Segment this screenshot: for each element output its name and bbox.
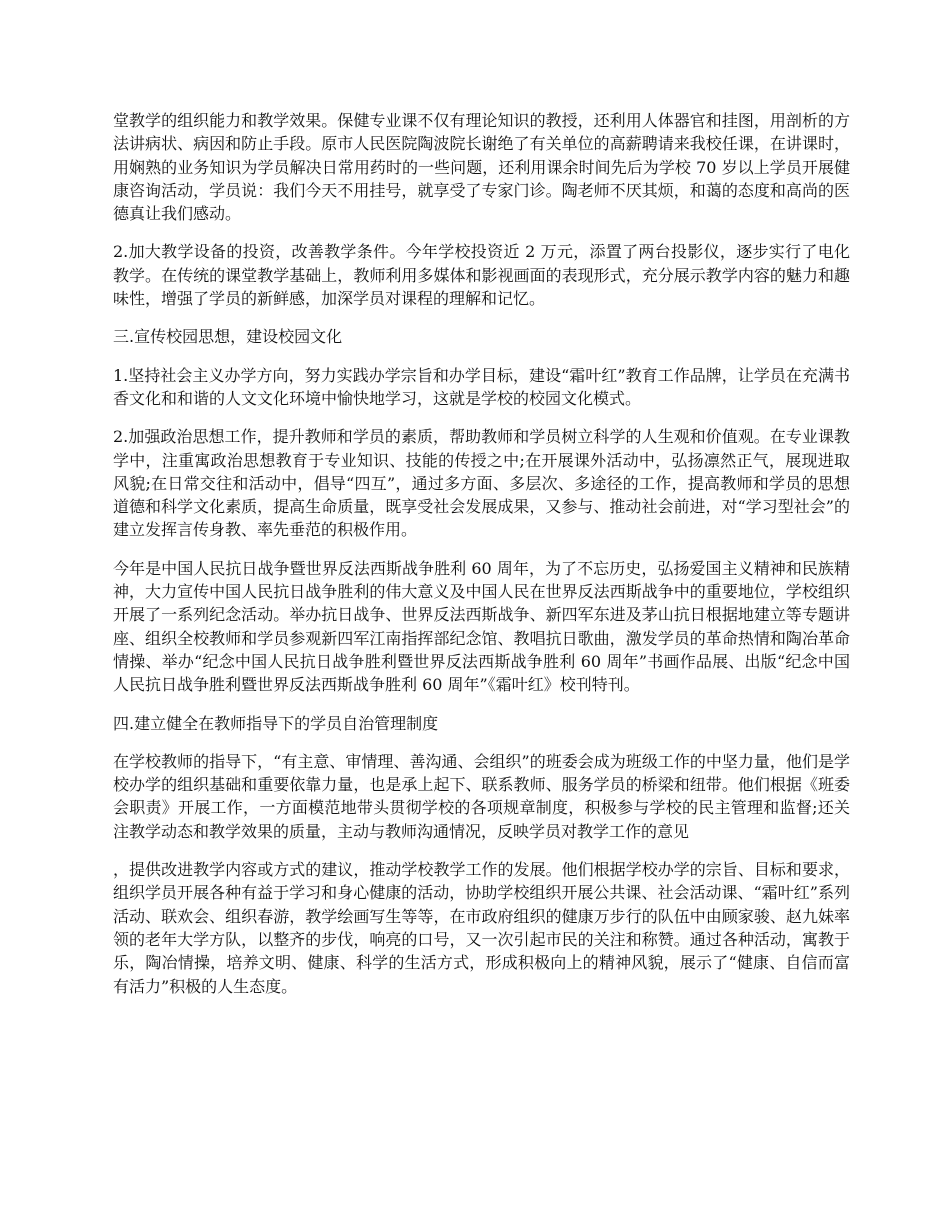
section-heading-self-management: 四.建立健全在教师指导下的学员自治管理制度	[113, 713, 439, 733]
paragraph-anniversary-activities: 今年是中国人民抗日战争暨世界反法西斯战争胜利 60 周年，为了不忘历史，弘扬爱国主义精神和民族精神，大力宣传中国人民抗日战争胜利的伟大意义及中国人民在世界反法西斯战争中的重要地位，学校组织开展了一系列纪念活动。举办抗日战争、世界反法西斯战争、新四军东进及茅山抗日根据地建立等专题讲座、组织全校教师和学员参观新四军江南指挥部纪念馆、教唱抗日歌曲，激发学员的革命热情和陶冶革命情操、举办“纪念中国人民抗日战争胜利暨世界反法西斯战争胜利 60 周年”书画作品展、出版“纪念中国人民抗日战争胜利暨世界反法西斯战争胜利 60 周年”《霜叶红》校刊特刊。	[113, 558, 850, 695]
paragraph-class-committee: 在学校教师的指导下，“有主意、审情理、善沟通、会组织”的班委会成为班级工作的中坚力量，他们是学校办学的组织基础和重要依靠力量，也是承上起下、联系教师、服务学员的桥梁和纽带。他们根据《班委会职责》开展工作，一方面模范地带头贯彻学校的各项规章制度，积极参与学校的民主管理和监督;还关注教学动态和教学效果的质量，主动与教师沟通情况，反映学员对教学工作的意见	[113, 751, 850, 841]
section-heading-campus-culture: 三.宣传校园思想，建设校园文化	[113, 327, 343, 347]
paragraph-political-work: 2.加强政治思想工作，提升教师和学员的素质，帮助教师和学员树立科学的人生观和价值观。在专业课教学中，注重寓政治思想教育于专业知识、技能的传授之中;在开展课外活动中，弘扬凛然正气，展现进取风貌;在日常交往和活动中，倡导“四互”，通过多方面、多层次、多途径的工作，提高教师和学员的思想道德和科学文化素质，提高生命质量，既享受社会发展成果，又参与、推动社会前进，对“学习型社会”的建立发挥言传身教、率先垂范的积极作用。	[113, 427, 850, 540]
paragraph-teaching-effect: 堂教学的组织能力和教学效果。保健专业课不仅有理论知识的教授，还利用人体器官和挂图，用剖析的方法讲病状、病因和防止手段。原市人民医院陶波院长谢绝了有关单位的高薪聘请来我校任课，在讲课时，用娴熟的业务知识为学员解决日常用药时的一些问题，还利用课余时间先后为学校 70 岁以上学员开展健康咨询活动，学员说：我们今天不用挂号，就享受了专家门诊。陶老师不厌其烦，和蔼的态度和高尚的医德真让我们感动。	[113, 111, 850, 224]
paragraph-student-activities: ，提供改进教学内容或方式的建议，推动学校教学工作的发展。他们根据学校办学的宗旨、目标和要求，组织学员开展各种有益于学习和身心健康的活动，协助学校组织开展公共课、社会活动课、“霜叶红”系列活动、联欢会、组织春游，教学绘画写生等等，在市政府组织的健康万步行的队伍中由顾家骏、赵九妹率领的老年大学方队，以整齐的步伐，响亮的口号，又一次引起市民的关注和称赞。通过各种活动，寓教于乐，陶冶情操，培养文明、健康、科学的生活方式，形成积极向上的精神风貌，展示了“健康、自信而富有活力”积极的人生态度。	[113, 860, 850, 996]
document-body	[113, 109, 850, 1013]
paragraph-equipment-investment: 2.加大教学设备的投资，改善教学条件。今年学校投资近 2 万元，添置了两台投影仪，逐步实行了电化教学。在传统的课堂教学基础上，教师利用多媒体和影视画面的表现形式，充分展示教学内容的魅力和趣味性，增强了学员的新鲜感，加深学员对课程的理解和记忆。	[113, 242, 850, 309]
paragraph-school-direction: 1.坚持社会主义办学方向，努力实践办学宗旨和办学目标，建设“霜叶红”教育工作品牌，让学员在充满书香文化和和谐的人文文化环境中愉快地学习，这就是学校的校园文化模式。	[113, 365, 850, 408]
